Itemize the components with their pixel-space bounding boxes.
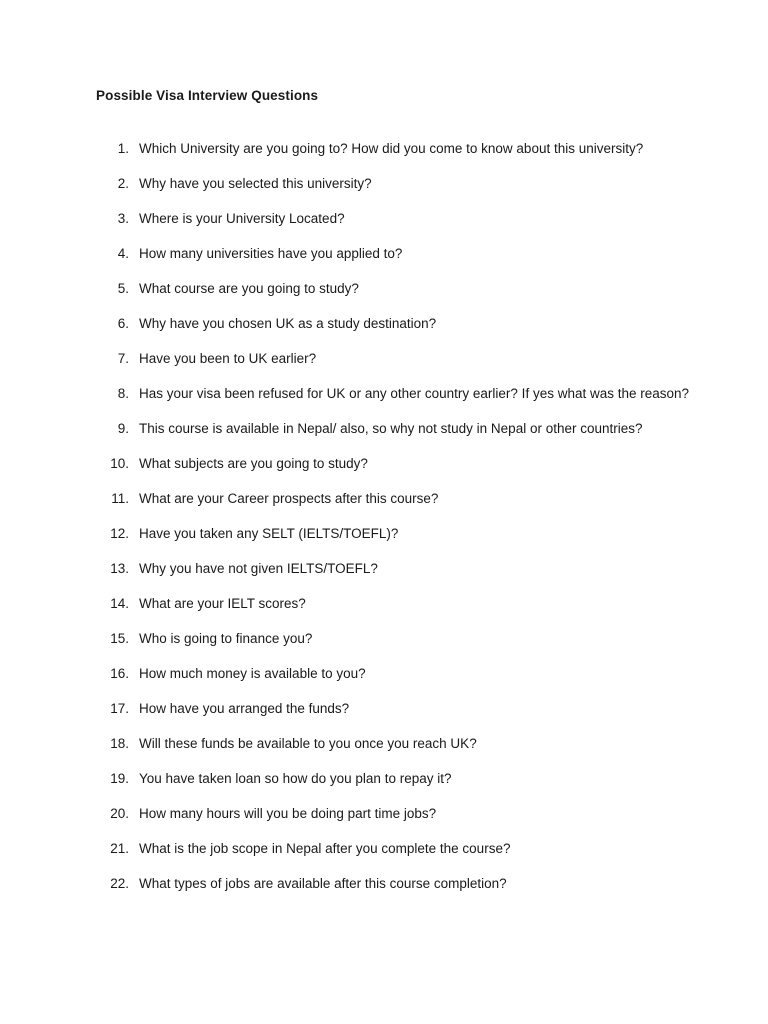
- list-item: [96, 735, 696, 753]
- question-text: Why have you chosen UK as a study destination?: [139, 316, 437, 331]
- list-item: [96, 490, 696, 508]
- question-text: What subjects are you going to study?: [139, 456, 368, 471]
- list-item: [96, 245, 696, 263]
- list-item: [96, 350, 696, 368]
- list-item: [96, 665, 696, 683]
- question-number: 22.: [110, 876, 129, 891]
- list-item: [96, 630, 696, 648]
- question-text: Where is your University Located?: [139, 211, 345, 226]
- question-number: 9.: [117, 421, 129, 436]
- question-number: 18.: [110, 736, 129, 751]
- question-number: 16.: [110, 666, 129, 681]
- question-list: [96, 140, 696, 910]
- question-number: 1.: [117, 141, 129, 156]
- question-number: 11.: [111, 491, 129, 506]
- question-number: 20.: [110, 806, 129, 821]
- question-number: 4.: [117, 246, 129, 261]
- question-number: 10.: [110, 456, 129, 471]
- document-title: Possible Visa Interview Questions: [96, 88, 319, 103]
- list-item: [96, 595, 696, 613]
- list-item: [96, 210, 696, 228]
- question-number: 19.: [110, 771, 129, 786]
- question-text: What course are you going to study?: [139, 281, 359, 296]
- list-item: [96, 455, 696, 473]
- list-item: [96, 420, 696, 438]
- list-item: [96, 280, 696, 298]
- question-text: Who is going to finance you?: [139, 631, 313, 646]
- list-item: [96, 385, 696, 403]
- list-item: [96, 175, 696, 193]
- question-text: How many hours will you be doing part time jobs?: [139, 806, 437, 821]
- question-text: What are your IELT scores?: [139, 596, 306, 611]
- question-number: 3.: [117, 211, 129, 226]
- question-number: 6.: [117, 316, 129, 331]
- question-text: This course is available in Nepal/ also, so why not study in Nepal or other countries?: [139, 421, 643, 436]
- list-item: [96, 140, 696, 158]
- question-number: 17.: [110, 701, 129, 716]
- list-item: [96, 700, 696, 718]
- question-number: 5.: [117, 281, 129, 296]
- question-number: 7.: [117, 351, 129, 366]
- list-item: [96, 315, 696, 333]
- question-text: Will these funds be available to you once you reach UK?: [139, 736, 477, 751]
- question-text: What is the job scope in Nepal after you complete the course?: [139, 841, 511, 856]
- question-text: You have taken loan so how do you plan to repay it?: [139, 771, 452, 786]
- question-text: Has your visa been refused for UK or any other country earlier? If yes what was the reason?: [139, 386, 690, 401]
- question-text: How many universities have you applied to?: [139, 246, 403, 261]
- list-item: [96, 875, 696, 893]
- question-text: How much money is available to you?: [139, 666, 366, 681]
- list-item: [96, 805, 696, 823]
- question-text: What are your Career prospects after this course?: [139, 491, 439, 506]
- question-text: Have you been to UK earlier?: [139, 351, 317, 366]
- question-text: Which University are you going to? How did you come to know about this university?: [139, 141, 644, 156]
- question-text: How have you arranged the funds?: [139, 701, 350, 716]
- list-item: [96, 840, 696, 858]
- question-text: What types of jobs are available after this course completion?: [139, 876, 507, 891]
- question-number: 21.: [110, 841, 129, 856]
- list-item: [96, 560, 696, 578]
- question-text: Why have you selected this university?: [139, 176, 372, 191]
- question-number: 12.: [110, 526, 129, 541]
- question-number: 2.: [117, 176, 129, 191]
- question-number: 13.: [110, 561, 129, 576]
- question-number: 8.: [117, 386, 129, 401]
- question-number: 15.: [110, 631, 129, 646]
- question-text: Have you taken any SELT (IELTS/TOEFL)?: [139, 526, 399, 541]
- question-number: 14.: [110, 596, 129, 611]
- list-item: [96, 525, 696, 543]
- list-item: [96, 770, 696, 788]
- question-text: Why you have not given IELTS/TOEFL?: [139, 561, 378, 576]
